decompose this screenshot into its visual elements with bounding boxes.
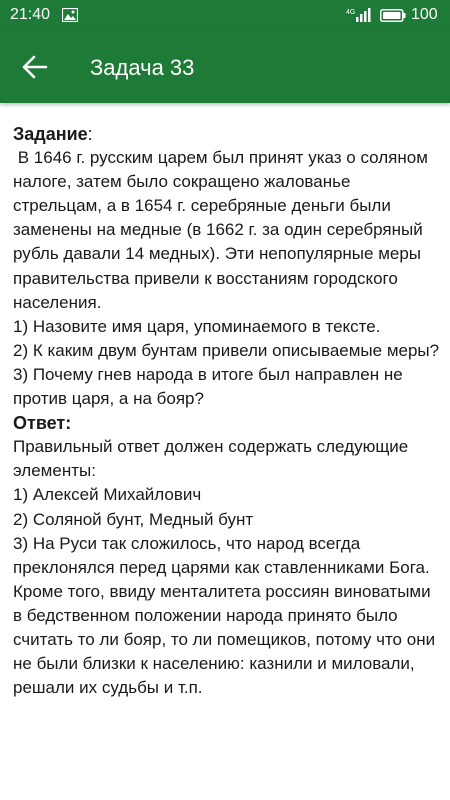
task-heading xyxy=(13,122,441,146)
task-content xyxy=(13,122,441,700)
battery-level: 100 xyxy=(411,6,438,23)
question-item: 2) К каким двум бунтам привели описываемые меры? xyxy=(13,340,440,360)
answer-heading: Ответ: xyxy=(13,413,72,434)
task-label: Задание xyxy=(13,124,88,144)
task-label-colon: : xyxy=(87,124,93,144)
network-label: 4G xyxy=(346,9,356,16)
signal-icon xyxy=(346,7,372,23)
task-text: В 1646 г. русским царем был принят указ о соляном налоге, затем было сокращено жалованье стрельцам, а в 1654 г. серебряные деньги были заменены на медные (в 1662 г. за один серебряный рубль давали 14 медных). Эти непопулярные меры правительства привели к восстаниям городского населения. xyxy=(13,148,433,312)
question-item: 1) Назовите имя царя, упоминаемого в тексте. xyxy=(13,316,381,336)
arrow-back-icon xyxy=(22,55,48,79)
question-item: 3) Почему гнев народа в итоге был направлен не против царя, а на бояр? xyxy=(13,364,408,409)
page-title: Задача 33 xyxy=(90,55,195,80)
answer-item: 2) Соляной бунт, Медный бунт xyxy=(13,509,254,529)
answer-item: 3) На Руси так сложилось, что народ всегда преклонялся перед царями как ставленниками Бога. Кроме того, ввиду менталитета россиян виноватыми в бедственном положении народа принято было считать то ли бояр, то ли помещиков, потому что они не были близки к населению: казнили и миловали, решали их судьбы и т.п. xyxy=(13,533,440,698)
status-bar xyxy=(0,0,450,31)
app-bar xyxy=(0,31,450,103)
answer-item: 1) Алексей Михайлович xyxy=(13,485,202,505)
back-button[interactable] xyxy=(14,49,54,85)
answer-intro: Правильный ответ должен содержать следующие элементы: xyxy=(13,437,413,481)
status-time: 21:40 xyxy=(10,6,51,23)
battery-icon xyxy=(380,9,406,22)
image-icon xyxy=(62,8,78,22)
